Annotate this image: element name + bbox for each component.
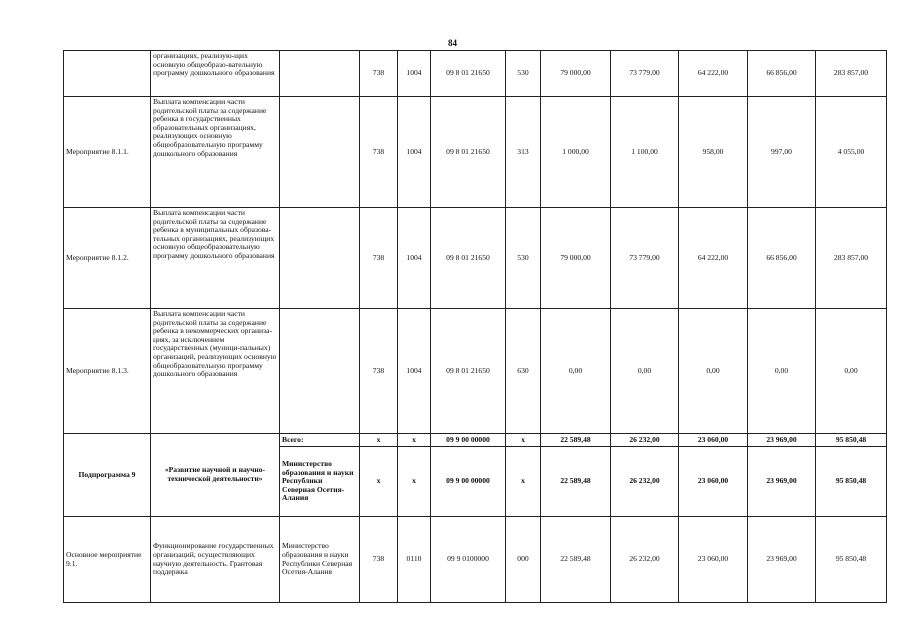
row-year-2: 26 232,00 xyxy=(611,434,679,447)
row-grbs: 738 xyxy=(360,208,398,309)
row-year-3: 64 222,00 xyxy=(679,208,748,309)
row-csr: 09 9 00 00000 xyxy=(431,447,506,517)
table-row xyxy=(64,208,887,309)
row-executor: Министерство образования и науки Республики Северная Осетия-Алания xyxy=(280,447,360,517)
row-year-1: 0,00 xyxy=(541,309,611,434)
row-executor: Министерство образования и науки Республики Северная Осетия-Алания xyxy=(280,517,360,603)
row-name: организациях, реализую-щих основную общеобразо-вательную программу дошкольного образования xyxy=(151,51,280,97)
row-year-2: 26 232,00 xyxy=(611,517,679,603)
table-row xyxy=(64,51,887,97)
row-executor xyxy=(280,309,360,434)
row-year-4: 66 856,00 xyxy=(748,208,816,309)
row-year-4: 997,00 xyxy=(748,97,816,208)
row-year-3: 958,00 xyxy=(679,97,748,208)
row-year-3: 23 060,00 xyxy=(679,447,748,517)
row-label: Мероприятие 8.1.2. xyxy=(64,208,151,309)
row-csr: 09 8 01 21650 xyxy=(431,51,506,97)
row-year-2: 73 779,00 xyxy=(611,51,679,97)
row-year-4: 23 969,00 xyxy=(748,434,816,447)
row-total: 4 055,00 xyxy=(816,97,887,208)
row-vr: 630 xyxy=(506,309,541,434)
row-label xyxy=(64,51,151,97)
row-vr: x xyxy=(506,447,541,517)
row-total: 283 857,00 xyxy=(816,51,887,97)
subprogram-label: Подпрограмма 9 xyxy=(64,434,151,517)
row-grbs: 738 xyxy=(360,51,398,97)
row-year-2: 26 232,00 xyxy=(611,447,679,517)
row-year-4: 23 969,00 xyxy=(748,447,816,517)
row-year-3: 23 060,00 xyxy=(679,517,748,603)
row-name: Выплата компенсации части родительской платы за содержание ребенка в некоммерческих организа-циях, за исключением государственных (муници-пальных) организаций, реализующих основную общеобразовательную программу дошкольного образования xyxy=(151,309,280,434)
row-year-1: 22 589,48 xyxy=(541,447,611,517)
row-vr: 530 xyxy=(506,51,541,97)
row-year-1: 1 000,00 xyxy=(541,97,611,208)
row-year-2: 0,00 xyxy=(611,309,679,434)
row-grbs: 738 xyxy=(360,517,398,603)
row-csr: 09 8 01 21650 xyxy=(431,97,506,208)
row-name: Выплата компенсации части родительской платы за содержание ребенка в муниципальных образова-тельных организациях, реализующих основную общеобразовательную программу дошкольного образования xyxy=(151,208,280,309)
row-year-4: 0,00 xyxy=(748,309,816,434)
table-row xyxy=(64,97,887,208)
row-rzpr: 1004 xyxy=(398,208,431,309)
row-grbs: x xyxy=(360,447,398,517)
row-year-3: 23 060,00 xyxy=(679,434,748,447)
row-rzpr: x xyxy=(398,434,431,447)
row-total: 0,00 xyxy=(816,309,887,434)
row-grbs: 738 xyxy=(360,97,398,208)
table-row xyxy=(64,434,887,447)
row-rzpr: 1004 xyxy=(398,51,431,97)
row-csr: 09 9 0100000 xyxy=(431,517,506,603)
budget-table xyxy=(63,50,887,603)
row-executor xyxy=(280,51,360,97)
page-number: 84 xyxy=(448,38,457,48)
row-year-3: 0,00 xyxy=(679,309,748,434)
row-csr: 09 9 00 00000 xyxy=(431,434,506,447)
row-csr: 09 8 01 21650 xyxy=(431,309,506,434)
row-vr: x xyxy=(506,434,541,447)
row-rzpr: 0110 xyxy=(398,517,431,603)
row-grbs: 738 xyxy=(360,309,398,434)
row-label: Мероприятие 8.1.3. xyxy=(64,309,151,434)
row-total: 95 850,48 xyxy=(816,447,887,517)
table-row xyxy=(64,517,887,603)
row-csr: 09 8 01 21650 xyxy=(431,208,506,309)
row-year-4: 23 969,00 xyxy=(748,517,816,603)
row-year-4: 66 856,00 xyxy=(748,51,816,97)
row-rzpr: 1004 xyxy=(398,309,431,434)
row-year-1: 22 589,48 xyxy=(541,517,611,603)
row-total: 95 850,48 xyxy=(816,517,887,603)
row-year-1: 79 000,00 xyxy=(541,51,611,97)
row-vr: 000 xyxy=(506,517,541,603)
row-vr: 530 xyxy=(506,208,541,309)
row-name: Функционирование государственных организаций, осуществляющих научную деятельность. Грантовая поддержка xyxy=(151,517,280,603)
row-executor xyxy=(280,208,360,309)
subprogram-total-label: Всего: xyxy=(280,434,360,447)
row-rzpr: x xyxy=(398,447,431,517)
row-label: Основное мероприятие 9.1. xyxy=(64,517,151,603)
row-label: Мероприятие 8.1.1. xyxy=(64,97,151,208)
row-year-3: 64 222,00 xyxy=(679,51,748,97)
row-rzpr: 1004 xyxy=(398,97,431,208)
subprogram-name: «Развитие научной и научно-технической деятельности» xyxy=(151,434,280,517)
row-year-1: 22 589,48 xyxy=(541,434,611,447)
row-year-1: 79 000,00 xyxy=(541,208,611,309)
row-total: 283 857,00 xyxy=(816,208,887,309)
row-name: Выплата компенсации части родительской платы за содержание ребенка в государственных образовательных организациях, реализующих основную общеобразовательную программу дошкольного образования xyxy=(151,97,280,208)
row-vr: 313 xyxy=(506,97,541,208)
row-total: 95 850,48 xyxy=(816,434,887,447)
row-year-2: 73 779,00 xyxy=(611,208,679,309)
row-grbs: x xyxy=(360,434,398,447)
table-row xyxy=(64,309,887,434)
row-executor xyxy=(280,97,360,208)
row-year-2: 1 100,00 xyxy=(611,97,679,208)
